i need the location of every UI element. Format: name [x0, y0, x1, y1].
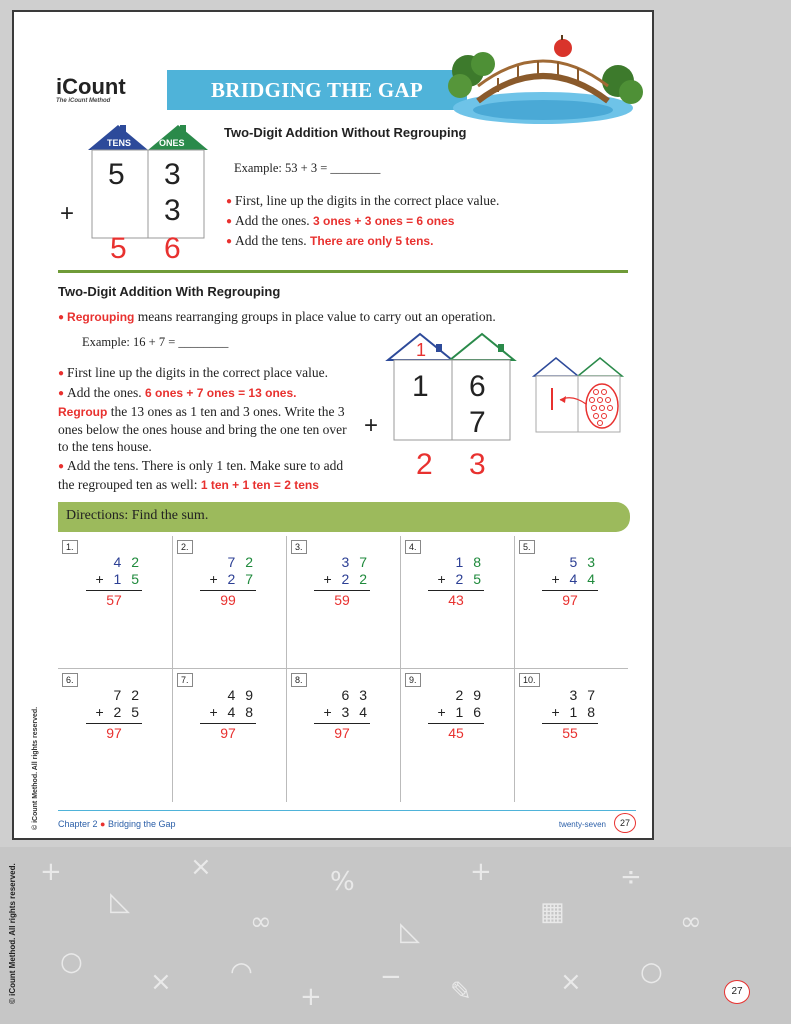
- sum-line: [314, 723, 370, 724]
- icount-logo: [56, 74, 126, 104]
- infinity-icon: ∞: [680, 907, 702, 937]
- logo-brand: iCount: [56, 74, 126, 99]
- directions-bar: [58, 502, 630, 532]
- sum-line: [542, 723, 598, 724]
- problem-number: 10.: [519, 673, 540, 687]
- sum-line: [86, 590, 142, 591]
- ones-digit: 2: [131, 554, 142, 570]
- problem-cell: [58, 669, 172, 802]
- step-text: First line up the digits in the correct place value.: [67, 365, 328, 380]
- background-pattern: [0, 847, 791, 1024]
- answer: 97: [334, 725, 350, 741]
- problem-number: 9.: [405, 673, 421, 687]
- definition-term: Regrouping: [67, 310, 135, 324]
- tens-digit: 1: [455, 554, 467, 570]
- addend-bottom: + 1 6: [437, 704, 484, 720]
- sum-line: [200, 723, 256, 724]
- problem-number: 4.: [405, 540, 421, 554]
- tens-digit: 2: [341, 571, 353, 587]
- problem-cell: [514, 669, 628, 802]
- page-footer: [58, 810, 636, 835]
- problems-grid: [58, 535, 628, 801]
- step-text: Add the ones.: [235, 213, 314, 228]
- tens-digit: 2: [227, 571, 239, 587]
- problem-number: 7.: [177, 673, 193, 687]
- answer: 45: [448, 725, 464, 741]
- apple-icon: ○: [640, 957, 663, 987]
- problem-cell: [514, 536, 628, 669]
- answer: 97: [220, 725, 236, 741]
- addend-bottom: [86, 571, 142, 588]
- section2-example: Example: 16 + 7 = ________: [82, 335, 229, 349]
- digit-ones-bottom: 3: [164, 194, 181, 227]
- ones-digit: 4: [587, 571, 598, 587]
- addend-top: [428, 554, 484, 571]
- problem-number: 1.: [62, 540, 78, 554]
- section1-example: Example: 53 + 3 = ________: [234, 161, 381, 175]
- addition-problem: [200, 554, 256, 609]
- sum-line: [86, 723, 142, 724]
- plus-sign: +: [551, 704, 570, 720]
- chapter-title: Bridging the Gap: [108, 819, 176, 829]
- section-divider: [58, 270, 628, 273]
- addend-bottom: + 4 8: [209, 704, 256, 720]
- carry-digit: 1: [416, 340, 427, 360]
- ones-digit: 5: [131, 571, 142, 587]
- addend-top: 6 3: [341, 687, 370, 703]
- divide-icon: ÷: [620, 862, 642, 892]
- plus-sign: +: [209, 704, 228, 720]
- addend-top: [200, 554, 256, 571]
- chapter-label: Chapter 2: [58, 819, 98, 829]
- pencil-icon: ✎: [450, 977, 472, 1007]
- plus-sign: +: [551, 571, 570, 587]
- regrouping-definition: [58, 308, 496, 327]
- problem-number: 5.: [519, 540, 535, 554]
- plus-icon: +: [300, 982, 322, 1012]
- copyright-outer: © iCount Method. All rights reserved.: [8, 863, 17, 1004]
- addition-problem: [542, 687, 598, 742]
- addend-bottom: + 3 4: [323, 704, 370, 720]
- plus-sign: +: [95, 571, 114, 587]
- addend-top: 7 2: [113, 687, 142, 703]
- triangle-ruler-icon: ◺: [400, 917, 420, 947]
- tens-digit: 4: [113, 554, 125, 570]
- addend-bottom: [542, 571, 598, 588]
- tens-digit: 7: [227, 554, 239, 570]
- bullet-dot-icon: ●: [100, 819, 106, 829]
- section1-step-3: [226, 232, 433, 251]
- answer: 97: [562, 592, 578, 608]
- problem-number: 3.: [291, 540, 307, 554]
- section1-step-1: [226, 192, 499, 211]
- plus-sign-1: +: [60, 200, 75, 227]
- section2-step-2: [58, 384, 348, 455]
- footer-chapter: [58, 819, 176, 829]
- footer-page-word: twenty-seven: [558, 820, 606, 829]
- step-text: the 13 ones as 1 ten and 3 ones. Write the 3 ones below the ones house and bring the one ten over to the tens house.: [58, 404, 347, 454]
- answer: 43: [448, 592, 464, 608]
- plus-icon: +: [470, 857, 492, 887]
- place-value-houses-1: [84, 122, 214, 272]
- percent-icon: %: [330, 867, 355, 897]
- addend-bottom: [428, 571, 484, 588]
- step-highlight: 1 ten + 1 ten = 2 tens: [200, 478, 319, 492]
- times-icon: ×: [150, 967, 172, 997]
- problem-cell: [400, 669, 514, 802]
- ones-digit: 2: [359, 571, 370, 587]
- addition-problem: [314, 554, 370, 609]
- tens-digit: 1: [113, 571, 125, 587]
- page-title-banner: BRIDGING THE GAP: [167, 70, 467, 110]
- addition-problem: [86, 554, 142, 609]
- plus-sign: +: [323, 571, 342, 587]
- directions-text: Directions: Find the sum.: [66, 508, 209, 523]
- addend-top: 2 9: [455, 687, 484, 703]
- sum-line: [428, 590, 484, 591]
- addition-problem: [86, 687, 142, 742]
- step-text: First, line up the digits in the correct place value.: [235, 193, 500, 208]
- step-text: Add the tens. There is only 1 ten. Make sure to add the regrouped ten as well:: [58, 458, 344, 492]
- section2-step-3: [58, 457, 348, 494]
- regroup-illustration: [532, 354, 632, 436]
- section2-title: Two-Digit Addition With Regrouping: [58, 284, 281, 299]
- house-label-ones: ONES: [159, 138, 185, 148]
- addend-bottom: [200, 571, 256, 588]
- digit-ones-bottom-2: 7: [469, 406, 486, 439]
- infinity-icon: ∞: [250, 907, 272, 937]
- plus-sign: +: [209, 571, 228, 587]
- sum-line: [542, 590, 598, 591]
- answer: 59: [334, 592, 350, 608]
- times-icon: ×: [190, 852, 212, 882]
- digit-tens-top: 5: [108, 158, 125, 191]
- result-tens-1: 5: [110, 232, 127, 265]
- addend-bottom: + 1 8: [551, 704, 598, 720]
- digit-ones-top: 3: [164, 158, 181, 191]
- addend-bottom: + 2 5: [95, 704, 142, 720]
- problem-cell: [58, 536, 172, 669]
- step-highlight: 6 ones + 7 ones = 13 ones.: [145, 386, 297, 400]
- outer-page-number: 27: [724, 980, 750, 1004]
- answer: 57: [106, 592, 122, 608]
- step-highlight: 3 ones + 3 ones = 6 ones: [313, 214, 455, 228]
- addition-problem: [428, 687, 484, 742]
- minus-icon: −: [380, 962, 402, 992]
- plus-sign: +: [437, 704, 456, 720]
- step-highlight: There are only 5 tens.: [310, 234, 434, 248]
- addend-bottom: [314, 571, 370, 588]
- addition-problem: [428, 554, 484, 609]
- times-icon: ×: [560, 967, 582, 997]
- tens-digit: 5: [569, 554, 581, 570]
- problem-cell: [286, 536, 400, 669]
- step-text: Add the ones.: [67, 385, 146, 400]
- house-label-tens: TENS: [107, 138, 132, 148]
- ones-digit: 7: [359, 554, 370, 570]
- plus-sign-2: +: [364, 412, 379, 439]
- regroup-term: Regroup: [58, 405, 108, 419]
- section2-step-1: [58, 364, 328, 383]
- answer: 99: [220, 592, 236, 608]
- addend-top: 4 9: [227, 687, 256, 703]
- step-text: Add the tens.: [235, 233, 311, 248]
- addend-top: 3 7: [569, 687, 598, 703]
- protractor-icon: ◠: [230, 957, 253, 987]
- result-tens-2: 2: [416, 448, 433, 481]
- bridge-illustration: [438, 26, 648, 126]
- sum-line: [428, 723, 484, 724]
- worksheet-page: [12, 10, 654, 840]
- problem-cell: [286, 669, 400, 802]
- problem-cell: [172, 669, 286, 802]
- copyright-inner: © iCount Method. All rights reserved.: [32, 706, 39, 830]
- plus-sign: +: [437, 571, 456, 587]
- section1-step-2: [226, 212, 454, 231]
- problem-number: 2.: [177, 540, 193, 554]
- ones-digit: 8: [473, 554, 484, 570]
- problem-number: 8.: [291, 673, 307, 687]
- logo-tagline: The iCount Method: [56, 98, 111, 104]
- apple-icon: ○: [60, 947, 83, 977]
- tens-digit: 2: [455, 571, 467, 587]
- addend-top: [542, 554, 598, 571]
- digit-tens-top-2: 1: [412, 370, 429, 403]
- plus-sign: +: [95, 704, 114, 720]
- plus-sign: +: [323, 704, 342, 720]
- tens-digit: 3: [341, 554, 353, 570]
- ones-digit: 3: [587, 554, 598, 570]
- sum-line: [314, 590, 370, 591]
- ones-digit: 7: [245, 571, 256, 587]
- definition-text: means rearranging groups in place value to carry out an operation.: [134, 309, 496, 324]
- addend-top: [314, 554, 370, 571]
- place-value-houses-2: [384, 330, 519, 442]
- addend-top: [86, 554, 142, 571]
- sum-line: [200, 590, 256, 591]
- tens-digit: 4: [569, 571, 581, 587]
- answer: 97: [106, 725, 122, 741]
- plus-icon: +: [40, 857, 62, 887]
- ones-digit: 5: [473, 571, 484, 587]
- footer-page-number: 27: [614, 813, 636, 833]
- ones-digit: 2: [245, 554, 256, 570]
- result-ones-2: 3: [469, 448, 486, 481]
- addition-problem: [314, 687, 370, 742]
- triangle-ruler-icon: ◺: [110, 887, 130, 917]
- addition-problem: [542, 554, 598, 609]
- addition-problem: [200, 687, 256, 742]
- section1-title: Two-Digit Addition Without Regrouping: [224, 125, 467, 140]
- problem-cell: [400, 536, 514, 669]
- result-ones-1: 6: [164, 232, 181, 265]
- calculator-icon: ▦: [540, 897, 565, 927]
- answer: 55: [562, 725, 578, 741]
- problem-number: 6.: [62, 673, 78, 687]
- digit-ones-top-2: 6: [469, 370, 486, 403]
- problem-cell: [172, 536, 286, 669]
